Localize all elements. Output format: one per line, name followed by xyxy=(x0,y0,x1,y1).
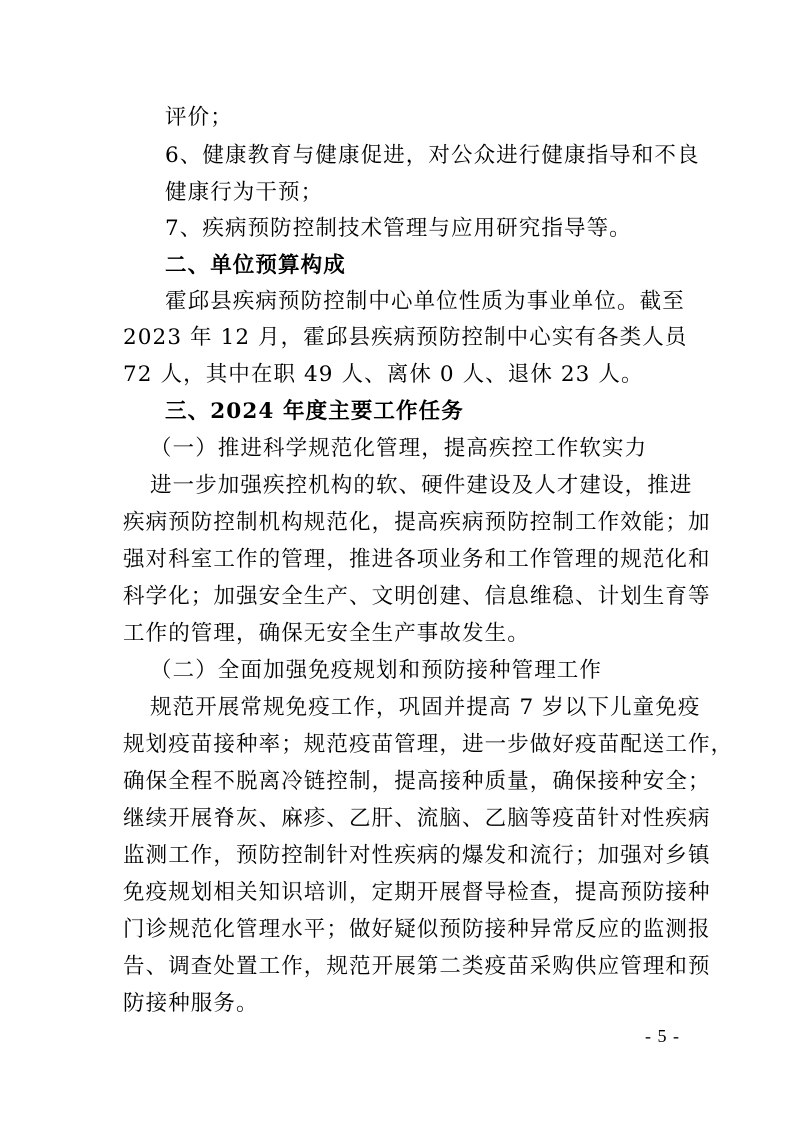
text-line: 防接种服务。 xyxy=(123,991,259,1016)
text-line: 健康行为干预； xyxy=(165,180,324,205)
subsection-heading: （二）全面加强免疫规划和预防接种管理工作 xyxy=(150,658,603,683)
page-number: - 5 - xyxy=(645,1026,680,1046)
text-line: 规范开展常规免疫工作，巩固并提高 7 岁以下儿童免疫 xyxy=(150,695,701,720)
text-line: 霍邱县疾病预防控制中心单位性质为事业单位。截至 xyxy=(165,289,685,314)
text-line: 6、健康教育与健康促进，对公众进行健康指导和不良 xyxy=(165,143,700,168)
text-line: 强对科室工作的管理，推进各项业务和工作管理的规范化和 xyxy=(123,547,711,572)
section-heading: 三、2024 年度主要工作任务 xyxy=(165,399,464,424)
section-heading: 二、单位预算构成 xyxy=(165,253,346,278)
text-line: 工作的管理，确保无安全生产事故发生。 xyxy=(123,621,530,646)
text-line: 规划疫苗接种率；规范疫苗管理，进一步做好疫苗配送工作， xyxy=(123,732,734,757)
text-line: 进一步加强疾控机构的软、硬件建设及人才建设，推进 xyxy=(150,473,693,498)
subsection-heading: （一）推进科学规范化管理，提高疾控工作软实力 xyxy=(150,436,648,461)
text-line: 免疫规划相关知识培训，定期开展督导检查，提高预防接种 xyxy=(123,880,711,905)
text-line: 评价； xyxy=(165,105,233,130)
text-line: 确保全程不脱离冷链控制，提高接种质量，确保接种安全； xyxy=(123,769,711,794)
text-line: 7、疾病预防控制技术管理与应用研究指导等。 xyxy=(165,216,632,241)
text-line: 72 人，其中在职 49 人、离休 0 人、退休 23 人。 xyxy=(123,362,644,387)
text-line: 告、调查处置工作，规范开展第二类疫苗采购供应管理和预 xyxy=(123,954,711,979)
text-line: 疾病预防控制机构规范化，提高疾病预防控制工作效能；加 xyxy=(123,510,711,535)
text-line: 2023 年 12 月，霍邱县疾病预防控制中心实有各类人员 xyxy=(123,325,688,350)
text-line: 门诊规范化管理水平；做好疑似预防接种异常反应的监测报 xyxy=(123,917,711,942)
text-line: 监测工作，预防控制针对性疾病的爆发和流行；加强对乡镇 xyxy=(123,843,711,868)
text-line: 继续开展脊灰、麻疹、乙肝、流脑、乙脑等疫苗针对性疾病 xyxy=(123,806,711,831)
text-line: 科学化；加强安全生产、文明创建、信息维稳、计划生育等 xyxy=(123,584,711,609)
